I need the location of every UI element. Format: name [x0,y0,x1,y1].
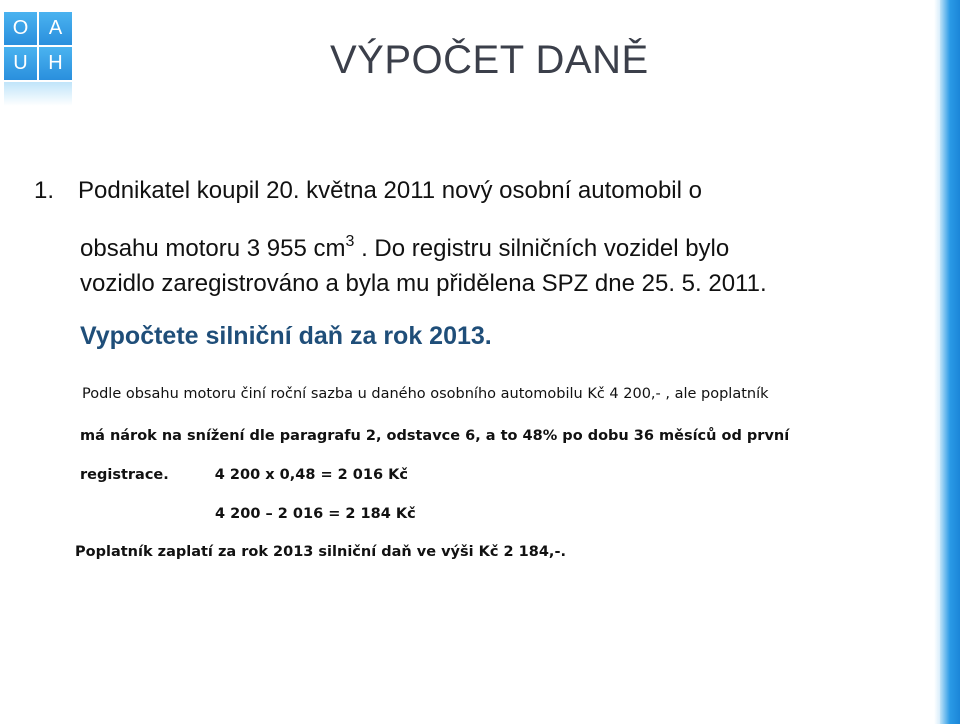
solution-line-2: má nárok na snížení dle paragrafu 2, odstavce 6, a to 48% po dobu 36 měsíců od první [80,428,790,444]
solution-line-3-label: registrace. [80,467,169,483]
task-line-1 [34,177,702,205]
logo-letter-a: A [39,12,72,45]
task-line-1-text: Podnikatel koupil 20. května 2011 nový osobní automobil o [78,177,702,204]
page-title: VÝPOČET DANĚ [330,38,649,82]
task-line-3: vozidlo zaregistrováno a byla mu přidělena SPZ dne 25. 5. 2011. [80,270,767,297]
right-accent-bar [940,0,960,724]
task-line-2 [80,233,729,263]
calculation-1: 4 200 x 0,48 = 2 016 Kč [214,467,408,483]
task-number: 1. [34,177,55,204]
calculation-2: 4 200 – 2 016 = 2 184 Kč [215,506,416,522]
logo-letter-o: O [4,12,37,45]
solution-line-1: Podle obsahu motoru činí roční sazba u daného osobního automobilu Kč 4 200,- , ale poplatník [82,386,769,402]
task-line-2-superscript: 3 [345,233,355,250]
oauh-logo [0,0,76,110]
solution-line-3 [80,467,408,483]
task-line-2-after: . Do registru silničních vozidel bylo [354,235,730,262]
logo-letter-h: H [39,47,72,80]
logo-grid [4,12,72,80]
logo-letter-u: U [4,47,37,80]
task-line-2-before: obsahu motoru 3 955 cm [80,235,346,262]
solution-conclusion: Poplatník zaplatí za rok 2013 silniční daň ve výši Kč 2 184,-. [75,544,566,560]
logo-reflection [4,82,72,106]
task-question: Vypočtete silniční daň za rok 2013. [80,322,492,350]
